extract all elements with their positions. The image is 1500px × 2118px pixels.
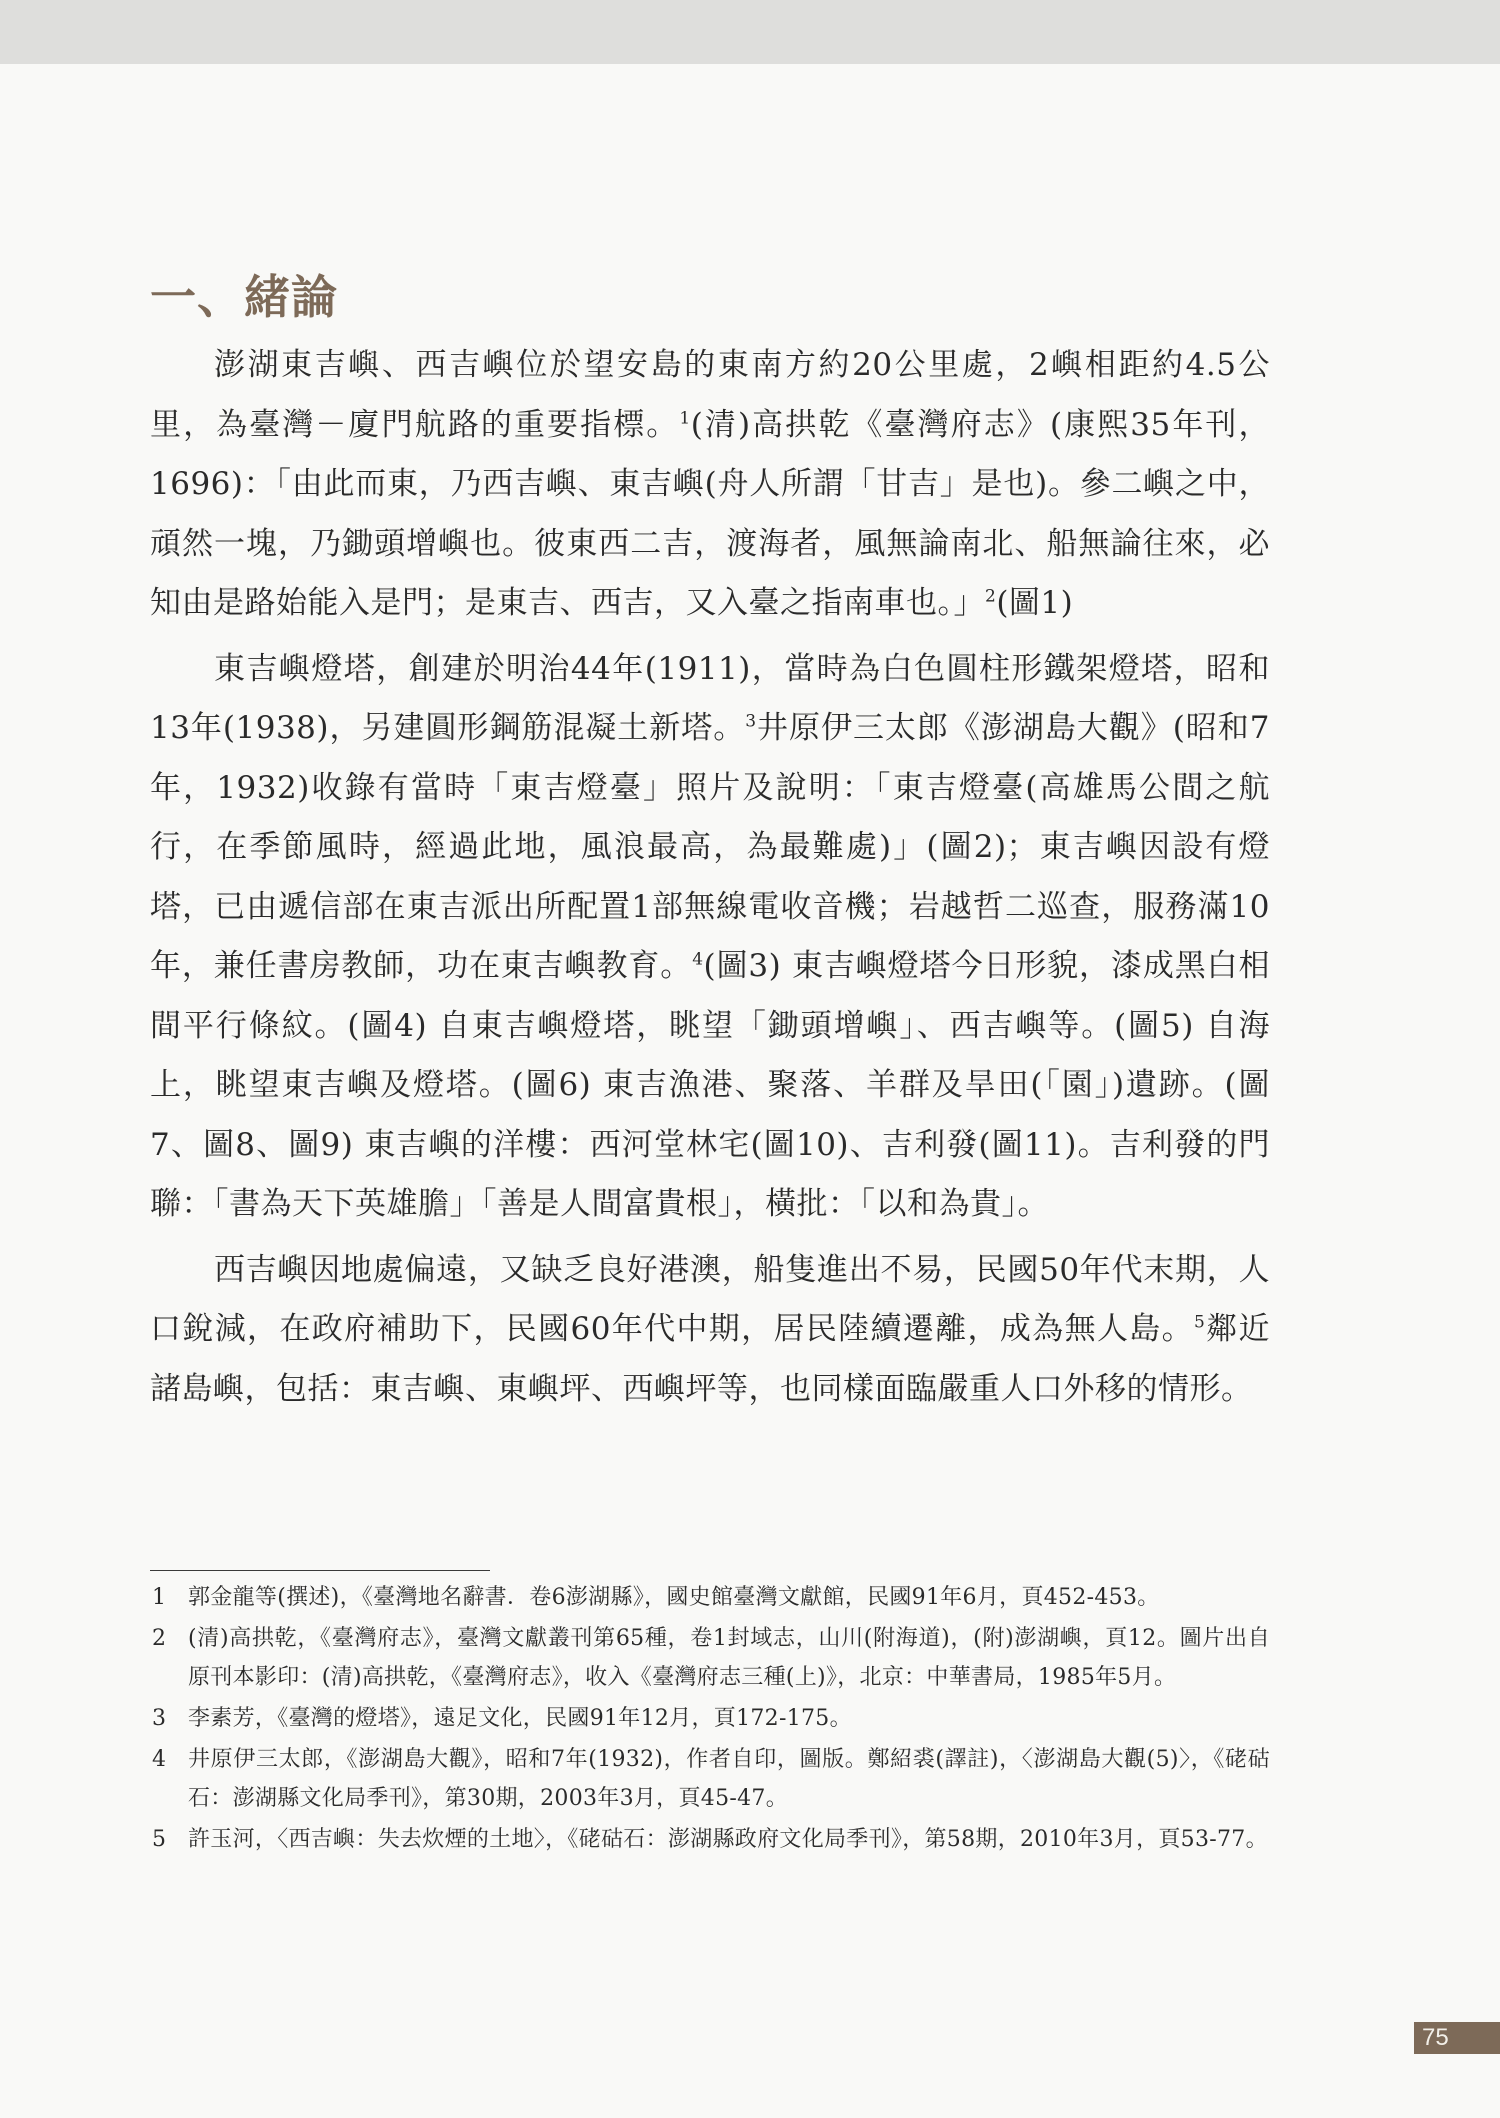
footnote-marker[interactable]: 3	[745, 711, 757, 732]
footnote-text: (清)高拱乾，《臺灣府志》，臺灣文獻叢刊第65種，卷1封域志，山川(附海道)，(附)澎湖嶼，頁12。圖片出自原刊本影印：(清)高拱乾，《臺灣府志》，收入《臺灣府志三種(上)》，北京：中華書局，1985年5月。	[188, 1626, 1270, 1690]
footnote-marker[interactable]: 4	[692, 949, 704, 970]
paragraph-text: (清)高拱乾《臺灣府志》(康熙35年刊，1696)：「由此而東，乃西吉嶼、東吉嶼(舟人所謂「甘吉」是也)。參二嶼之中，頑然一塊，乃鋤頭增嶼也。彼東西二吉，渡海者，風無論南北、船無論往來，必知由是路始能入是門；是東吉、西吉，又入臺之指南車也。」	[150, 406, 1271, 621]
footnote-text: 郭金龍等(撰述)，《臺灣地名辭書．卷6澎湖縣》，國史館臺灣文獻館，民國91年6月，頁452-453。	[188, 1585, 1160, 1610]
section-title: 一、緒論	[150, 270, 338, 324]
footnote-marker[interactable]: 5	[1193, 1312, 1206, 1333]
paragraph-text: 井原伊三太郎《澎湖島大觀》(昭和7年，1932)收錄有當時「東吉燈臺」照片及說明：「東吉燈臺(高雄馬公間之航行，在季節風時，經過此地，風浪最高，為最難處)」(圖2)；東吉嶼因設有燈塔，已由遞信部在東吉派出所配置1部無線電收音機；岩越哲二巡查，服務滿10年，兼任書房教師，功在東吉嶼教育。	[150, 710, 1270, 984]
body-paragraph	[150, 336, 1270, 634]
footnote-marker[interactable]: 1	[679, 408, 691, 429]
footnote-number: 5	[152, 1827, 167, 1852]
footnote-item	[150, 1740, 1270, 1818]
footnote-list	[150, 1578, 1270, 1861]
paragraph-text: (圖1)	[996, 585, 1074, 621]
paragraph-text: 西吉嶼因地處偏遠，又缺乏良好港澳，船隻進出不易，民國50年代末期，人口銳減，在政府補助下，民國60年代中期，居民陸續遷離，成為無人島。	[150, 1251, 1270, 1347]
paragraph-text: 澎湖東吉嶼、西吉嶼位於望安島的東南方約20公里處，2嶼相距約4.5公里，為臺灣－廈門航路的重要指標。	[150, 347, 1270, 443]
scan-top-band	[0, 0, 1500, 64]
paragraph-text: 鄰近諸島嶼，包括：東吉嶼、東嶼坪、西嶼坪等，也同樣面臨嚴重人口外移的情形。	[150, 1311, 1271, 1407]
footnote-item	[150, 1820, 1270, 1859]
body-paragraph	[150, 1241, 1270, 1420]
footnote-divider	[150, 1570, 490, 1571]
footnote-item	[150, 1699, 1270, 1738]
footnote-text: 李素芳，《臺灣的燈塔》，遠足文化，民國91年12月，頁172-175。	[188, 1706, 852, 1731]
footnote-number: 1	[152, 1585, 167, 1610]
footnote-text: 井原伊三太郎，《澎湖島大觀》，昭和7年(1932)，作者自印，圖版。鄭紹裘(譯註)，〈澎湖島大觀(5)〉，《硓𥑮石：澎湖縣文化局季刊》，第30期，2003年3月，頁45-47。	[188, 1747, 1270, 1811]
footnote-marker[interactable]: 2	[985, 586, 997, 607]
body-paragraph	[150, 640, 1270, 1235]
footnote-number: 2	[152, 1626, 167, 1651]
page-body	[150, 268, 1270, 1425]
footnote-number: 4	[152, 1747, 167, 1772]
footnote-text: 許玉河，〈西吉嶼：失去炊煙的土地〉，《硓𥑮石：澎湖縣政府文化局季刊》，第58期，2010年3月，頁53-77。	[188, 1827, 1268, 1852]
footnote-item	[150, 1578, 1270, 1617]
page-number: 75	[1414, 2022, 1500, 2054]
body-text	[150, 336, 1270, 1419]
paragraph-text: (圖3) 東吉嶼燈塔今日形貌，漆成黑白相間平行條紋。(圖4) 自東吉嶼燈塔，眺望「鋤頭增嶼」、西吉嶼等。(圖5) 自海上，眺望東吉嶼及燈塔。(圖6) 東吉漁港、聚落、羊群及旱田(「園」)遺跡。(圖7、圖8、圖9) 東吉嶼的洋樓：西河堂林宅(圖10)、吉利發(圖11)。吉利發的門聯：「書為天下英雄膽」「善是人間富貴根」，橫批：「以和為貴」。	[150, 948, 1270, 1222]
footnote-number: 3	[152, 1706, 167, 1731]
paragraph-text: 東吉嶼燈塔，創建於明治44年(1911)，當時為白色圓柱形鐵架燈塔，昭和13年(1938)，另建圓形鋼筋混凝土新塔。	[150, 650, 1270, 746]
footnote-item	[150, 1619, 1270, 1697]
